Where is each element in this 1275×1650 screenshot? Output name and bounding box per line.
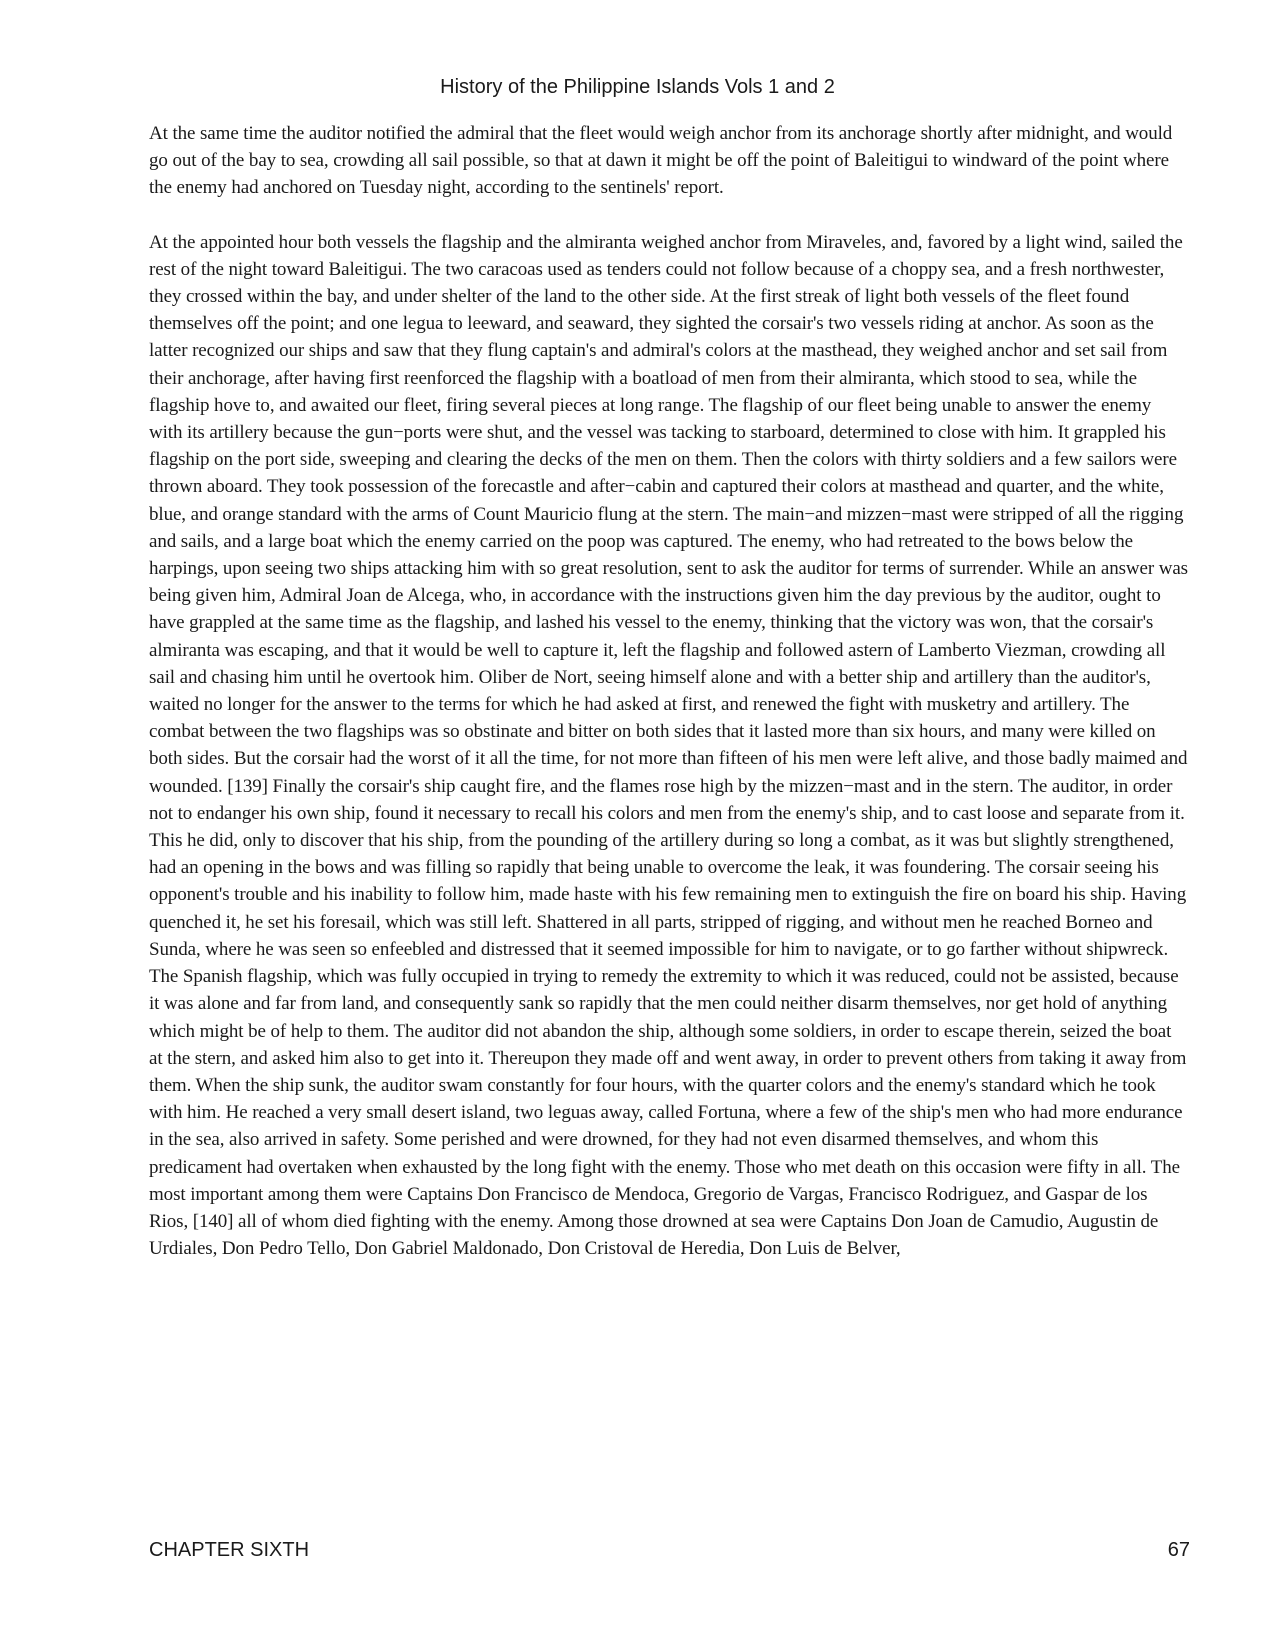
page-body [149, 120, 1189, 1262]
page-header-title: History of the Philippine Islands Vols 1 and 2 [440, 76, 835, 98]
chapter-title: CHAPTER SIXTH [149, 1539, 310, 1561]
page-number: 67 [1167, 1539, 1190, 1561]
paragraph-1: At the same time the auditor notified the admiral that the fleet would weigh anchor from its anchorage shortly after midnight, and would go out of the bay to sea, crowding all sail possible, so that at dawn it might be off the point of Baleitigui to windward of the point where the enemy had anchored on Tuesday night, according to the sentinels' report. [149, 123, 1173, 199]
paragraph-2: At the appointed hour both vessels the flagship and the almiranta weighed anchor from Miraveles, and, favored by a light wind, sailed the rest of the night toward Baleitigui. The two caracoas used as tenders could not follow because of a choppy sea, and a fresh northwester, they crossed within the bay, and under shelter of the land to the other side. At the first streak of light both vessels of the fleet found themselves off the point; and one legua to leeward, and seaward, they sighted the corsair's two vessels riding at anchor. As soon as the latter recognized our ships and saw that they flung captain's and admiral's colors at the masthead, they weighed anchor and set sail from their anchorage, after having first reenforced the flagship with a boatload of men from their almiranta, which stood to sea, while the flagship hove to, and awaited our fleet, firing several pieces at long range. The flagship of our fleet being unable to answer the enemy with its artillery because the gun−ports were shut, and the vessel was tacking to starboard, determined to close with him. It grappled his flagship on the port side, sweeping and clearing the decks of the men on them. Then the colors with thirty soldiers and a few sailors were thrown aboard. They took possession of the forecastle and after−cabin and captured their colors at masthead and quarter, and the white, blue, and orange standard with the arms of Count Mauricio flung at the stern. The main−and mizzen−mast were stripped of all the rigging and sails, and a large boat which the enemy carried on the poop was captured. The enemy, who had retreated to the bows below the harpings, upon seeing two ships attacking him with so great resolution, sent to ask the auditor for terms of surrender. While an answer was being given him, Admiral Joan de Alcega, who, in accordance with the instructions given him the day previous by the auditor, ought to have grappled at the same time as the flagship, and lashed his vessel to the enemy, thinking that the victory was won, that the corsair's almiranta was escaping, and that it would be well to capture it, left the flagship and followed astern of Lamberto Viezman, crowding all sail and chasing him until he overtook him. Oliber de Nort, seeing himself alone and with a better ship and artillery than the auditor's, waited no longer for the answer to the terms for which he had asked at first, and renewed the fight with musketry and artillery. The combat between the two flagships was so obstinate and bitter on both sides that it lasted more than six hours, and many were killed on both sides. But the corsair had the worst of it all the time, for not more than fifteen of his men were left alive, and those badly maimed and wounded. [139] Finally the corsair's ship caught fire, and the flames rose high by the mizzen−mast and in the stern. The auditor, in order not to endanger his own ship, found it necessary to recall his colors and men from the enemy's ship, and to cast loose and separate from it. This he did, only to discover that his ship, from the pounding of the artillery during so long a combat, as it was but slightly strengthened, had an opening in the bows and was filling so rapidly that being unable to overcome the leak, it was foundering. The corsair seeing his opponent's trouble and his inability to follow him, made haste with his few remaining men to extinguish the fire on board his ship. Having quenched it, he set his foresail, which was still left. Shattered in all parts, stripped of rigging, and without men he reached Borneo and Sunda, where he was seen so enfeebled and distressed that it seemed impossible for him to navigate, or to go farther without shipwreck. The Spanish flagship, which was fully occupied in trying to remedy the extremity to which it was reduced, could not be assisted, because it was alone and far from land, and consequently sank so rapidly that the men could neither disarm themselves, nor get hold of anything which might be of help to them. The auditor did not abandon the ship, although some soldiers, in order to escape therein, seized the boat at the stern, and asked him also to get into it. Thereupon they made off and went away, in order to prevent others from taking it away from them. When the ship sunk, the auditor swam constantly for four hours, with the quarter colors and the enemy's standard which he took with him. He reached a very small desert island, two leguas away, called Fortuna, where a few of the ship's men who had more endurance in the sea, also arrived in safety. Some perished and were drowned, for they had not even disarmed themselves, and whom this predicament had overtaken when exhausted by the long fight with the enemy. Those who met death on this occasion were fifty in all. The most important among them were Captains Don Francisco de Mendoca, Gregorio de Vargas, Francisco Rodriguez, and Gaspar de los Rios, [140] all of whom died fighting with the enemy. Among those drowned at sea were Captains Don Joan de Camudio, Augustin de Urdiales, Don Pedro Tello, Don Gabriel Maldonado, Don Cristoval de Heredia, Don Luis de Belver, [149, 231, 1188, 1260]
